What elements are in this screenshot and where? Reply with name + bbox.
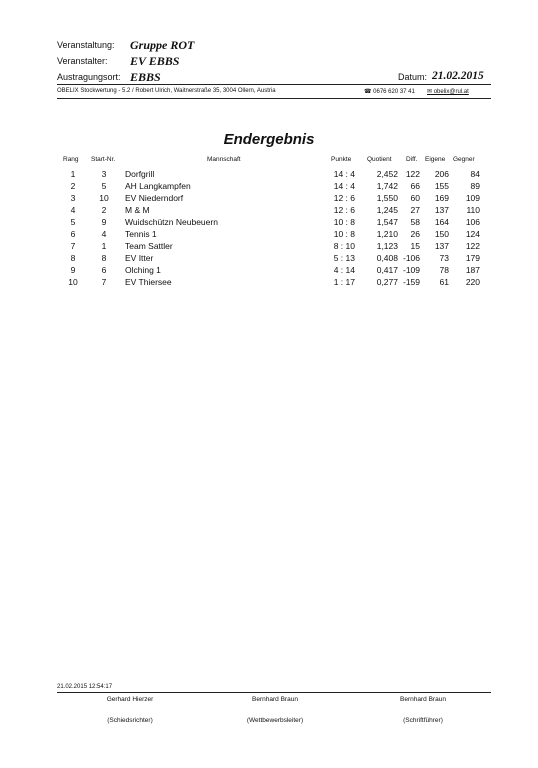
- footer-timestamp: 21.02.2015 12:54:17: [57, 684, 113, 690]
- team-cell: Wuidschützn Neubeuern: [125, 217, 218, 227]
- rang-cell: 1: [70, 169, 76, 179]
- diff-cell: 122: [405, 169, 420, 179]
- gegner-cell: 89: [470, 181, 480, 191]
- rang-cell: 10: [68, 277, 78, 287]
- quotient-cell: 0,277: [376, 277, 398, 287]
- diff-cell: 66: [410, 181, 420, 191]
- start-cell: 5: [101, 181, 107, 191]
- col-eigene: Eigene: [425, 156, 446, 163]
- start-cell: 6: [101, 265, 107, 275]
- datum-label: Datum:: [398, 72, 428, 82]
- eigene-cell: 78: [439, 265, 449, 275]
- diff-cell: 27: [410, 205, 420, 215]
- table-row: [0, 241, 538, 252]
- punkte-cell: 14 : 4: [333, 169, 355, 179]
- signature-3-role: (Schriftführer): [403, 717, 443, 724]
- rang-cell: 6: [70, 229, 76, 239]
- punkte-cell: 8 : 10: [333, 241, 355, 251]
- gegner-cell: 109: [465, 193, 480, 203]
- col-diff: Diff.: [406, 156, 418, 163]
- diff-cell: -159: [402, 277, 420, 287]
- header-divider-2: [57, 98, 491, 99]
- veranstaltung-label: Veranstaltung:: [57, 40, 115, 50]
- punkte-cell: 10 : 8: [333, 229, 355, 239]
- rang-cell: 4: [70, 205, 76, 215]
- quotient-cell: 1,742: [376, 181, 398, 191]
- eigene-cell: 137: [434, 205, 449, 215]
- start-cell: 7: [101, 277, 107, 287]
- veranstalter-value: EV EBBS: [130, 54, 180, 68]
- quotient-cell: 0,408: [376, 253, 398, 263]
- team-cell: Dorfgrill: [125, 169, 155, 179]
- datum-value: 21.02.2015: [432, 70, 484, 82]
- table-row: [0, 253, 538, 264]
- diff-cell: 60: [410, 193, 420, 203]
- gegner-cell: 179: [465, 253, 480, 263]
- col-start: Start-Nr.: [91, 156, 116, 163]
- veranstalter-label: Veranstalter:: [57, 56, 108, 66]
- rang-cell: 9: [70, 265, 76, 275]
- gegner-cell: 84: [470, 169, 480, 179]
- signature-1-name: Gerhard Hierzer: [106, 696, 154, 703]
- punkte-cell: 4 : 14: [333, 265, 355, 275]
- eigene-cell: 155: [434, 181, 449, 191]
- gegner-cell: 106: [465, 217, 480, 227]
- col-mannschaft: Mannschaft: [207, 156, 241, 163]
- signature-2-role: (Wettbewerbsleiter): [246, 717, 304, 724]
- eigene-cell: 169: [434, 193, 449, 203]
- rang-cell: 5: [70, 217, 76, 227]
- punkte-cell: 1 : 17: [333, 277, 355, 287]
- footer-divider: [57, 692, 491, 693]
- eigene-cell: 164: [434, 217, 449, 227]
- rang-cell: 2: [70, 181, 76, 191]
- rang-cell: 3: [70, 193, 76, 203]
- team-cell: M & M: [125, 205, 150, 215]
- quotient-cell: 1,550: [376, 193, 398, 203]
- team-cell: EV Niederndorf: [125, 193, 184, 203]
- punkte-cell: 14 : 4: [333, 181, 355, 191]
- team-cell: Tennis 1: [125, 229, 157, 239]
- eigene-cell: 137: [434, 241, 449, 251]
- rang-cell: 8: [70, 253, 76, 263]
- eigene-cell: 61: [439, 277, 449, 287]
- gegner-cell: 220: [465, 277, 480, 287]
- rang-cell: 7: [70, 241, 76, 251]
- signature-1-role: (Schiedsrichter): [107, 717, 153, 724]
- eigene-cell: 206: [434, 169, 449, 179]
- team-cell: AH Langkampfen: [125, 181, 191, 191]
- austragungsort-label: Austragungsort:: [57, 72, 121, 82]
- diff-cell: 15: [410, 241, 420, 251]
- quotient-cell: 1,245: [376, 205, 398, 215]
- team-cell: EV Thiersee: [125, 277, 172, 287]
- table-row: [0, 205, 538, 216]
- eigene-cell: 73: [439, 253, 449, 263]
- col-punkte: Punkte: [331, 156, 352, 163]
- punkte-cell: 12 : 6: [333, 205, 355, 215]
- punkte-cell: 5 : 13: [333, 253, 355, 263]
- gegner-cell: 110: [466, 205, 480, 215]
- start-cell: 3: [101, 169, 107, 179]
- page-title: Endergebnis: [223, 131, 315, 148]
- gegner-cell: 187: [465, 265, 480, 275]
- table-row: [0, 181, 538, 192]
- signature-2-name: Bernhard Braun: [252, 696, 298, 703]
- signature-3-name: Bernhard Braun: [400, 696, 446, 703]
- table-row: [0, 229, 538, 240]
- diff-cell: -109: [402, 265, 420, 275]
- eigene-cell: 150: [434, 229, 449, 239]
- table-row: [0, 169, 538, 180]
- quotient-cell: 2,452: [376, 169, 398, 179]
- quotient-cell: 1,210: [376, 229, 398, 239]
- software-info: OBELIX Stockwertung - 5.2 / Robert Ulrich, Waitnerstraße 35, 3004 Ollern, Austria: [57, 88, 276, 94]
- quotient-cell: 1,123: [376, 241, 398, 251]
- start-cell: 1: [101, 241, 107, 251]
- start-cell: 8: [101, 253, 107, 263]
- team-cell: Olching 1: [125, 265, 161, 275]
- table-row: [0, 193, 538, 204]
- punkte-cell: 10 : 8: [333, 217, 355, 227]
- table-row: [0, 277, 538, 288]
- punkte-cell: 12 : 6: [333, 193, 355, 203]
- quotient-cell: 0,417: [376, 265, 398, 275]
- diff-cell: 26: [410, 229, 420, 239]
- col-quotient: Quotient: [367, 156, 392, 163]
- table-row: [0, 265, 538, 276]
- table-row: [0, 217, 538, 228]
- diff-cell: -106: [402, 253, 420, 263]
- col-gegner: Gegner: [453, 156, 475, 163]
- col-rang: Rang: [63, 156, 79, 163]
- start-cell: 4: [101, 229, 107, 239]
- veranstaltung-value: Gruppe ROT: [130, 38, 195, 52]
- start-cell: 10: [99, 193, 109, 203]
- quotient-cell: 1,547: [376, 217, 398, 227]
- start-cell: 9: [101, 217, 107, 227]
- gegner-cell: 124: [465, 229, 480, 239]
- team-cell: Team Sattler: [125, 241, 173, 251]
- diff-cell: 58: [410, 217, 420, 227]
- email-info: ✉ obelix@rul.at: [427, 89, 469, 95]
- start-cell: 2: [101, 205, 107, 215]
- gegner-cell: 122: [465, 241, 480, 251]
- austragungsort-value: EBBS: [130, 70, 161, 84]
- header-divider: [57, 84, 491, 85]
- team-cell: EV Itter: [125, 253, 154, 263]
- phone-info: ☎ 0676 620 37 41: [364, 89, 415, 95]
